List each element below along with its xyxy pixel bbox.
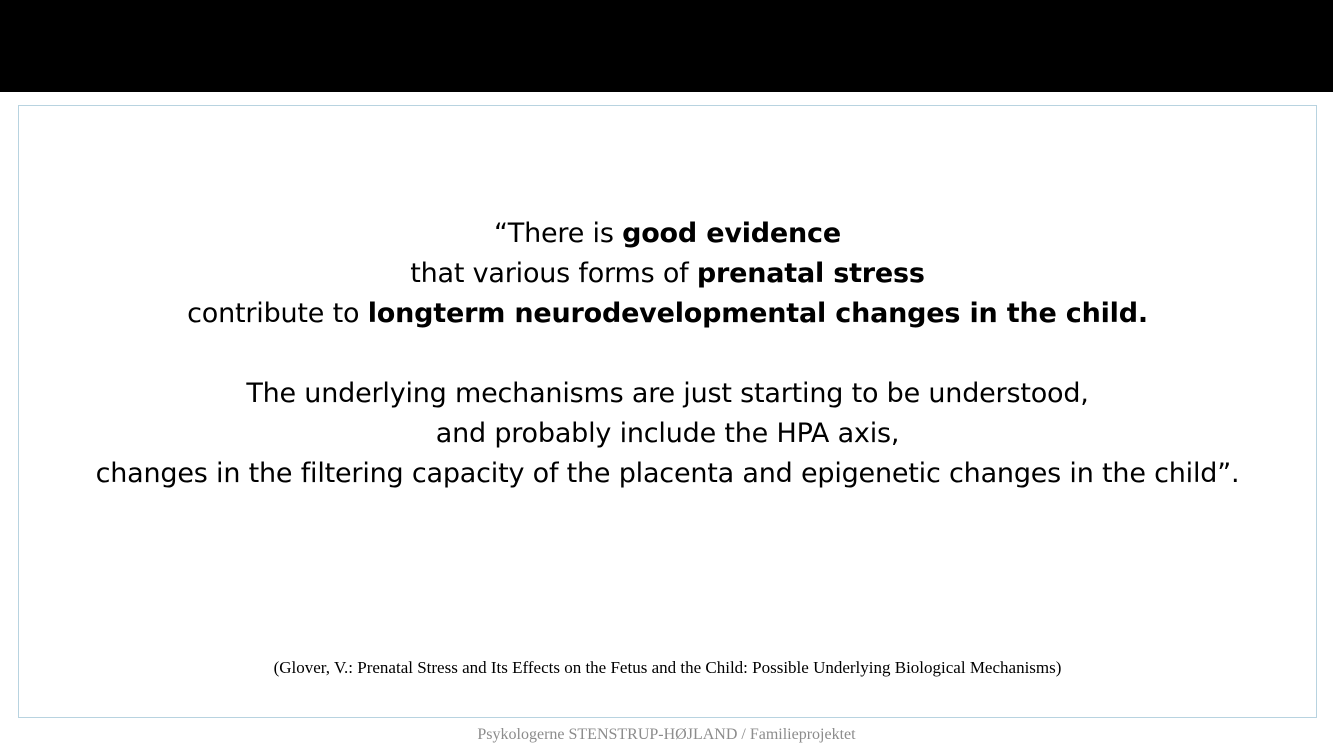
quote-block [19,214,1316,494]
quote-line-2 [19,254,1316,294]
footer-text: Psykologerne STENSTRUP-HØJLAND / Familieprojektet [477,726,856,743]
top-black-bar [0,0,1333,92]
quote-line-2-bold: prenatal stress [696,258,925,289]
quote-line-4: The underlying mechanisms are just starting to be understood, [246,378,1089,409]
quote-line-1 [19,214,1316,254]
quote-line-1-bold: good evidence [622,218,841,249]
quote-line-3 [19,294,1316,334]
slide-frame [18,105,1317,718]
quote-line-6: changes in the filtering capacity of the placenta and epigenetic changes in the child”. [95,458,1240,489]
citation: (Glover, V.: Prenatal Stress and Its Effects on the Fetus and the Child: Possible Underlying Biological Mechanisms) [273,658,1062,677]
quote-line-3-text: contribute to [187,298,368,329]
quote-line-2-text: that various forms of [410,258,697,289]
quote-paragraph-gap [19,334,1316,374]
quote-line-3-bold: longterm neurodevelopmental changes in the child. [367,298,1148,329]
quote-line-5: and probably include the HPA axis, [435,418,900,449]
quote-line-1-text: “There is [494,218,623,249]
